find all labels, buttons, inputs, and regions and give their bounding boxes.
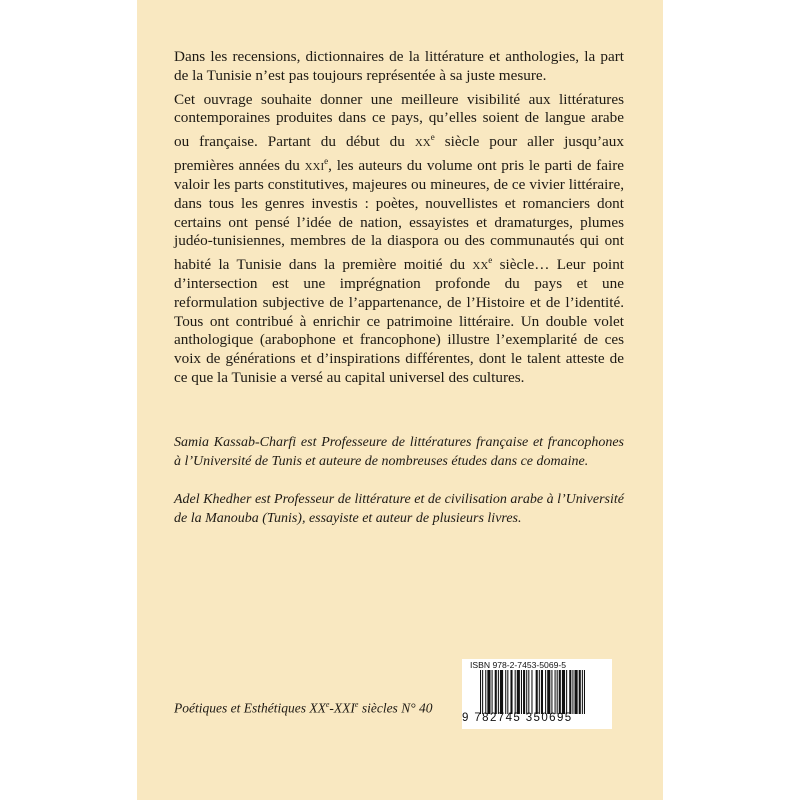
barcode-image xyxy=(480,670,606,714)
century-superscript: e xyxy=(324,156,329,167)
century-numeral: xx xyxy=(472,256,489,274)
barcode-digits: 9 782745 350695 xyxy=(462,712,573,724)
century-superscript: e xyxy=(430,132,435,143)
century-numeral: xx xyxy=(414,133,431,151)
cover-blurb xyxy=(174,48,624,393)
series-prefix: Poétiques et Esthétiques XX xyxy=(174,700,326,716)
blurb-text: Cet ouvrage souhaite donner une meilleure visibilité aux littératures contemporaines produites dans ce pays, qu’elles soient de langue arabe ou française. Partant du début du xyxy=(174,90,624,151)
century-numeral: xxi xyxy=(304,157,325,175)
author-bios xyxy=(174,433,624,547)
barcode-block xyxy=(462,659,612,729)
blurb-text: , les auteurs du volume ont pris le parti de faire valoir les parts constitutives, majeures ou mineures, de ce vivier littéraire, dans tous les genres investis : poètes, nouvellistes et romanciers dont certains ont pensé l’idée de nation, essayistes et dramaturges, plumes judéo-tunisiennes, membres de la diaspora ou des communautés qui ont habité la Tunisie dans la première moitié du xyxy=(174,157,624,274)
isbn-label: ISBN 978-2-7453-5069-5 xyxy=(470,660,567,670)
blurb-paragraph-2 xyxy=(174,91,624,388)
series-sup-1: e xyxy=(325,700,330,709)
series-sup-2: e xyxy=(354,700,359,709)
series-suffix: siècles N° 40 xyxy=(358,700,433,716)
blurb-text: siècle pour aller jusqu’aux premières années du xyxy=(174,133,624,175)
author-bio-1: Samia Kassab-Charfi est Professeure de littératures française et francophones à l’Université de Tunis et auteure de nombreuses études dans ce domaine. xyxy=(174,435,624,469)
century-superscript: e xyxy=(488,255,493,266)
series-title xyxy=(174,700,474,717)
author-bio-2: Adel Khedher est Professeur de littérature et de civilisation arabe à l’Université de la Manouba (Tunis), essayiste et auteur de plusieurs livres. xyxy=(174,492,624,526)
series-mid: -XXI xyxy=(329,700,355,716)
blurb-paragraph-1: Dans les recensions, dictionnaires de la littérature et anthologies, la part de la Tunisie n’est pas toujours représentée à sa juste mesure. xyxy=(174,48,624,84)
blurb-text: siècle… Leur point d’intersection est une imprégnation profonde du pays et une reformulation subjective de l’appartenance, de l’Histoire et de l’identité. Tous ont contribué à enrichir ce patrimoine littéraire. Un double volet anthologique (arabophone et francophone) illustre l’exemplarité de ces voix de générations et d’inspirations différentes, dont le talent atteste de ce que la Tunisie a versé au capital universel des cultures. xyxy=(174,256,625,386)
